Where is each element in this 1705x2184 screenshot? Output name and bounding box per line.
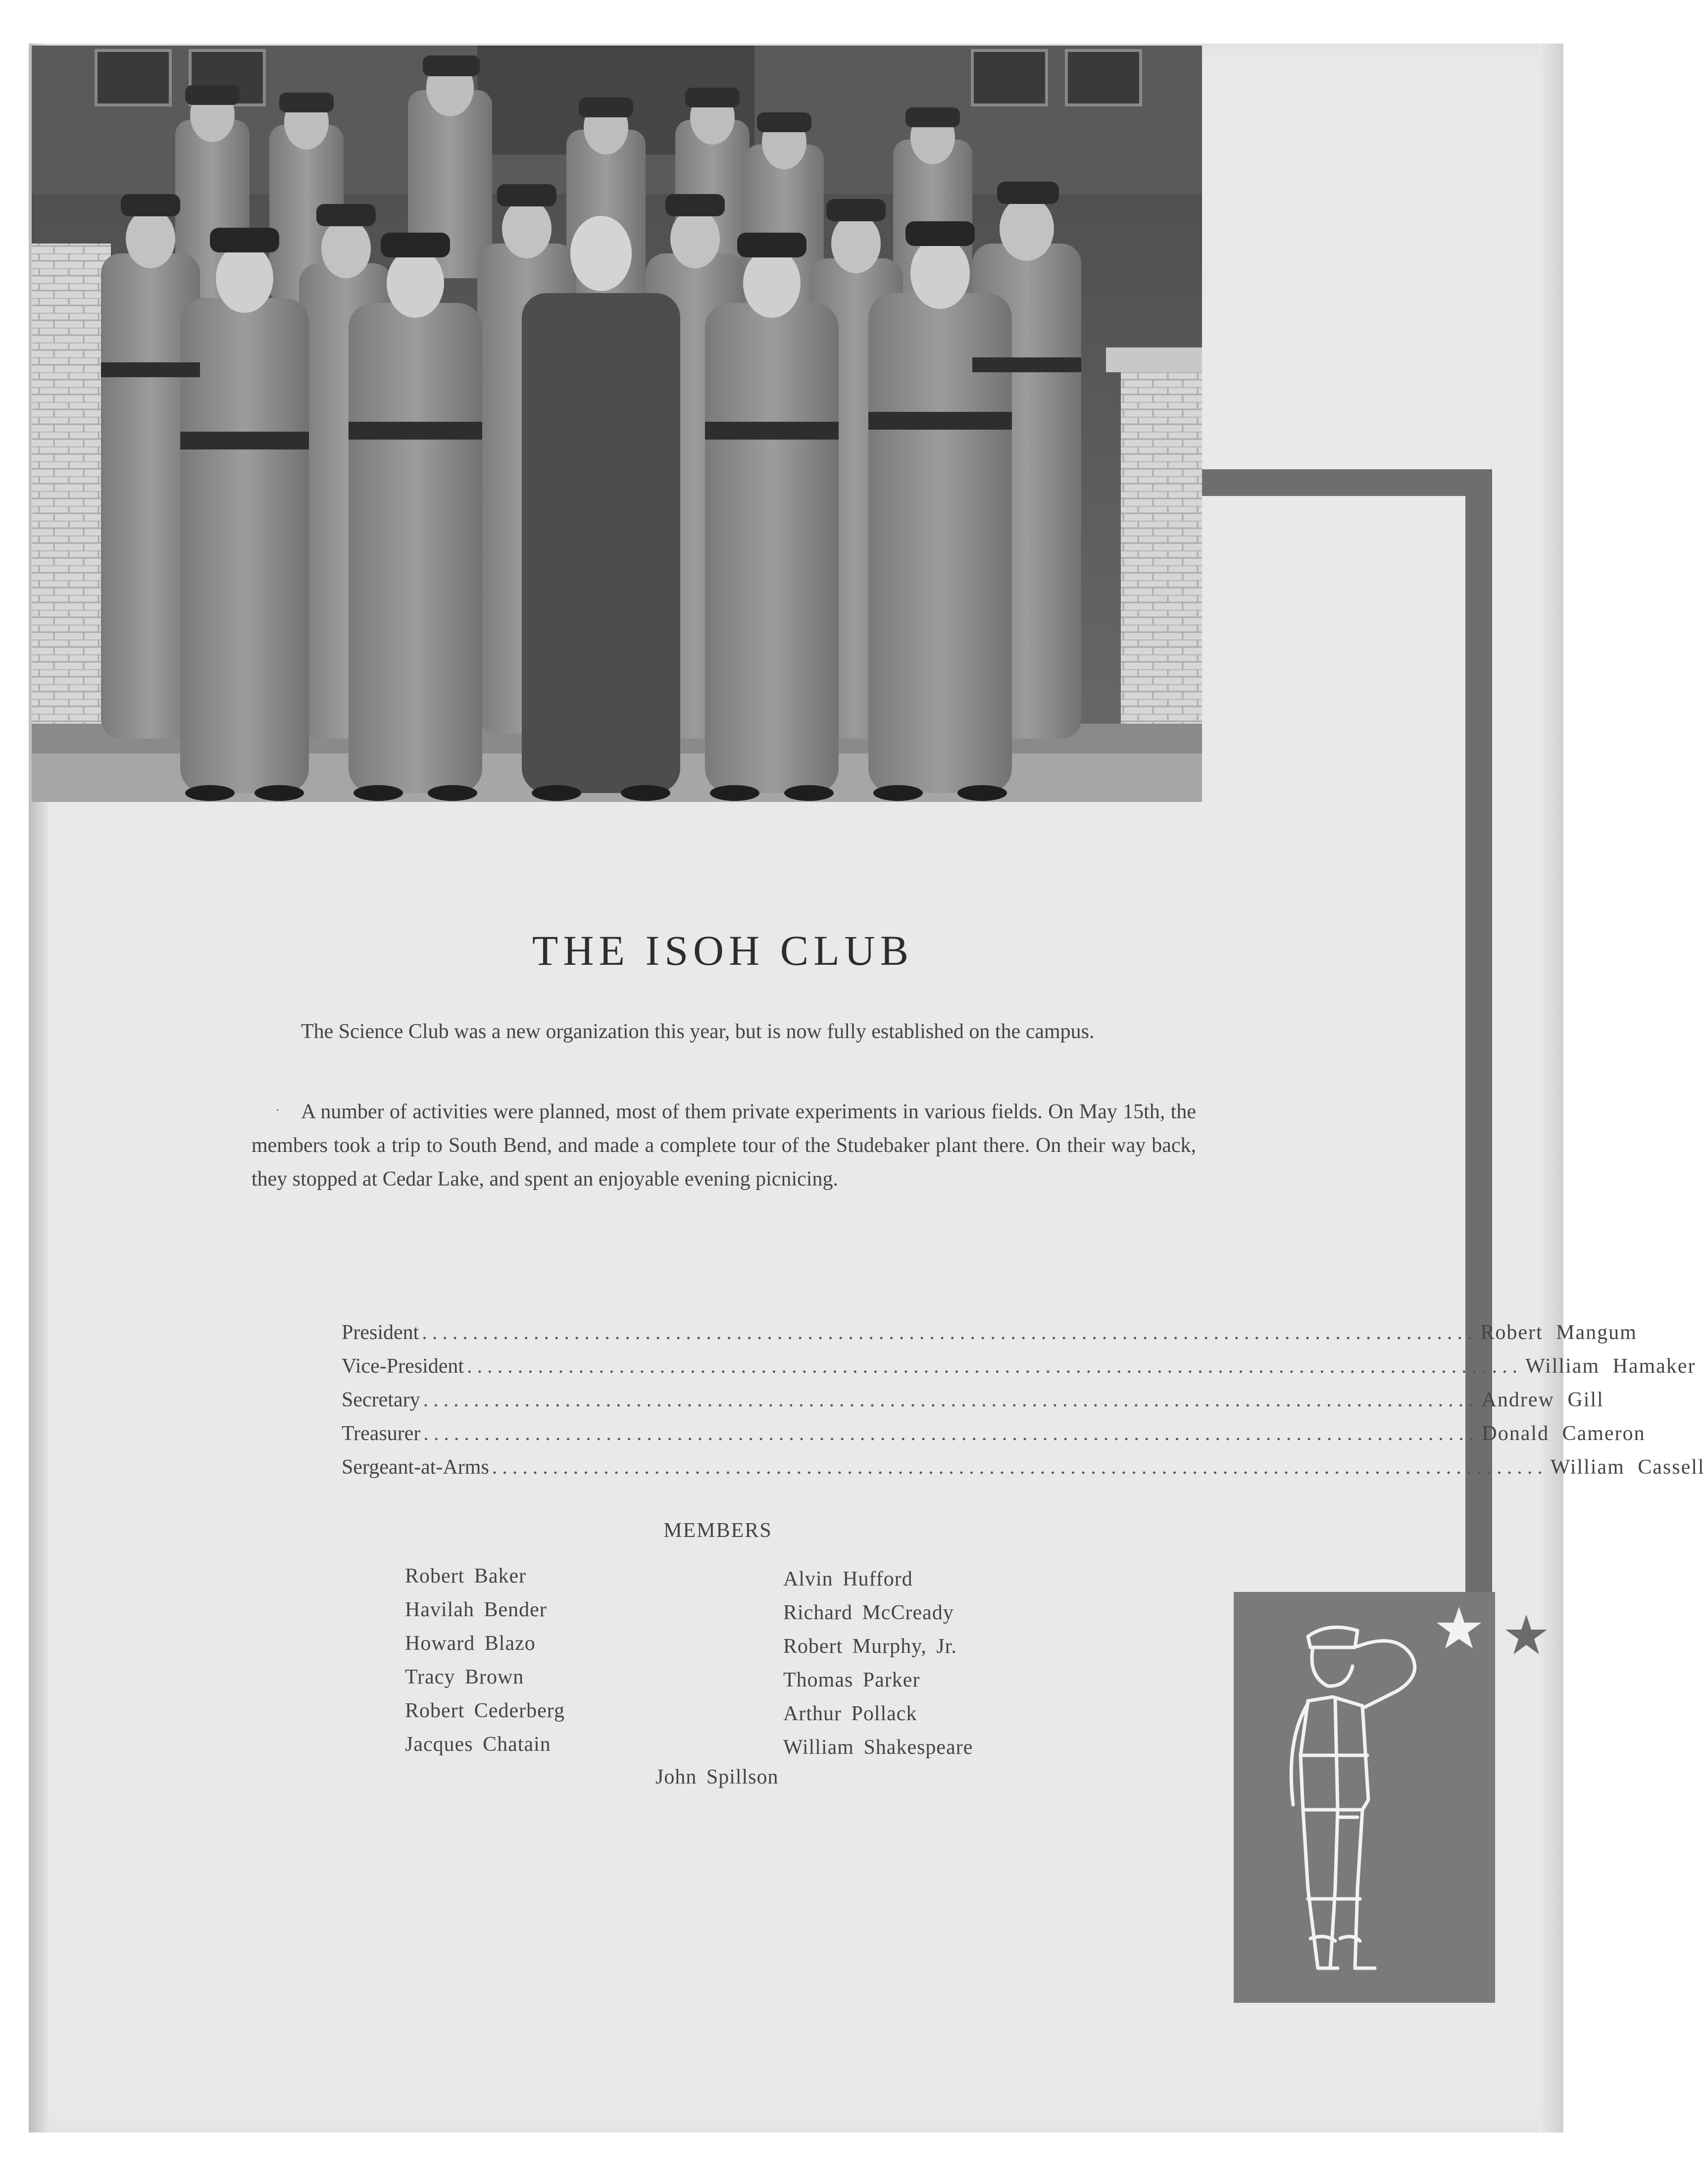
member-name: Robert Murphy, Jr. bbox=[783, 1635, 957, 1658]
members-column-right bbox=[783, 1562, 973, 1764]
member-name: Thomas Parker bbox=[783, 1669, 920, 1691]
saluting-cadet-emblem bbox=[1234, 1592, 1495, 2003]
members-column-left bbox=[405, 1559, 565, 1761]
officer-row bbox=[342, 1321, 1637, 1354]
group-photograph bbox=[32, 46, 1202, 802]
member-name: Arthur Pollack bbox=[783, 1702, 917, 1725]
member-name: Tracy Brown bbox=[405, 1666, 524, 1688]
saluting-cadet-icon bbox=[1234, 1592, 1495, 2003]
officer-name: William Cassell bbox=[1550, 1456, 1705, 1479]
member-name: Alvin Hufford bbox=[783, 1568, 913, 1590]
leader-dots: ........................................................................................................ bbox=[467, 1355, 1523, 1378]
star-icon bbox=[1437, 1607, 1481, 1648]
officer-name: Donald Cameron bbox=[1482, 1422, 1646, 1445]
margin-mark: · bbox=[275, 1102, 280, 1118]
description-paragraph: A number of activities were planned, most of them private experiments in various fields. On May 15th, the members took a trip to South Bend, and made a complete tour of the Studebaker plant there. On their way back, they stopped at Cedar Lake, and spent an enjoyable evening picnicing. bbox=[251, 1100, 1196, 1191]
officer-row bbox=[342, 1354, 1696, 1388]
star-icon bbox=[1505, 1614, 1548, 1656]
leader-dots: ........................................................................................................ bbox=[492, 1456, 1548, 1479]
officer-row bbox=[342, 1388, 1604, 1422]
officers-list bbox=[342, 1321, 1705, 1489]
member-name: John Spillson bbox=[655, 1766, 779, 1788]
members-heading: MEMBERS bbox=[663, 1519, 772, 1542]
officer-name: William Hamaker bbox=[1525, 1355, 1696, 1378]
leader-dots: ........................................................................................................ bbox=[423, 1389, 1479, 1411]
officer-role: President bbox=[342, 1321, 419, 1344]
member-name: Howard Blazo bbox=[405, 1632, 536, 1655]
officer-row bbox=[342, 1455, 1705, 1489]
officer-row bbox=[342, 1422, 1646, 1455]
member-name: Jacques Chatain bbox=[405, 1733, 551, 1756]
member-name: Havilah Bender bbox=[405, 1598, 547, 1621]
officer-name: Andrew Gill bbox=[1481, 1389, 1604, 1411]
officer-role: Treasurer bbox=[342, 1422, 421, 1445]
description-paragraph: The Science Club was a new organization this year, but is now fully established on the campus. bbox=[301, 1020, 1095, 1043]
member-name: Richard McCready bbox=[783, 1601, 954, 1624]
officer-role: Sergeant-at-Arms bbox=[342, 1456, 489, 1479]
member-name: Robert Cederberg bbox=[405, 1699, 565, 1722]
officer-role: Secretary bbox=[342, 1389, 420, 1411]
page-edge-shadow bbox=[1539, 44, 1563, 2133]
decorative-frame-top bbox=[1202, 469, 1492, 496]
leader-dots: ........................................................................................................ bbox=[422, 1321, 1478, 1344]
leader-dots: ........................................................................................................ bbox=[423, 1422, 1479, 1445]
officer-role: Vice-President bbox=[342, 1355, 464, 1378]
member-name: Robert Baker bbox=[405, 1565, 527, 1588]
officer-name: Robert Mangum bbox=[1480, 1321, 1637, 1344]
page-title: THE ISOH CLUB bbox=[532, 927, 914, 974]
member-name: William Shakespeare bbox=[783, 1736, 973, 1759]
